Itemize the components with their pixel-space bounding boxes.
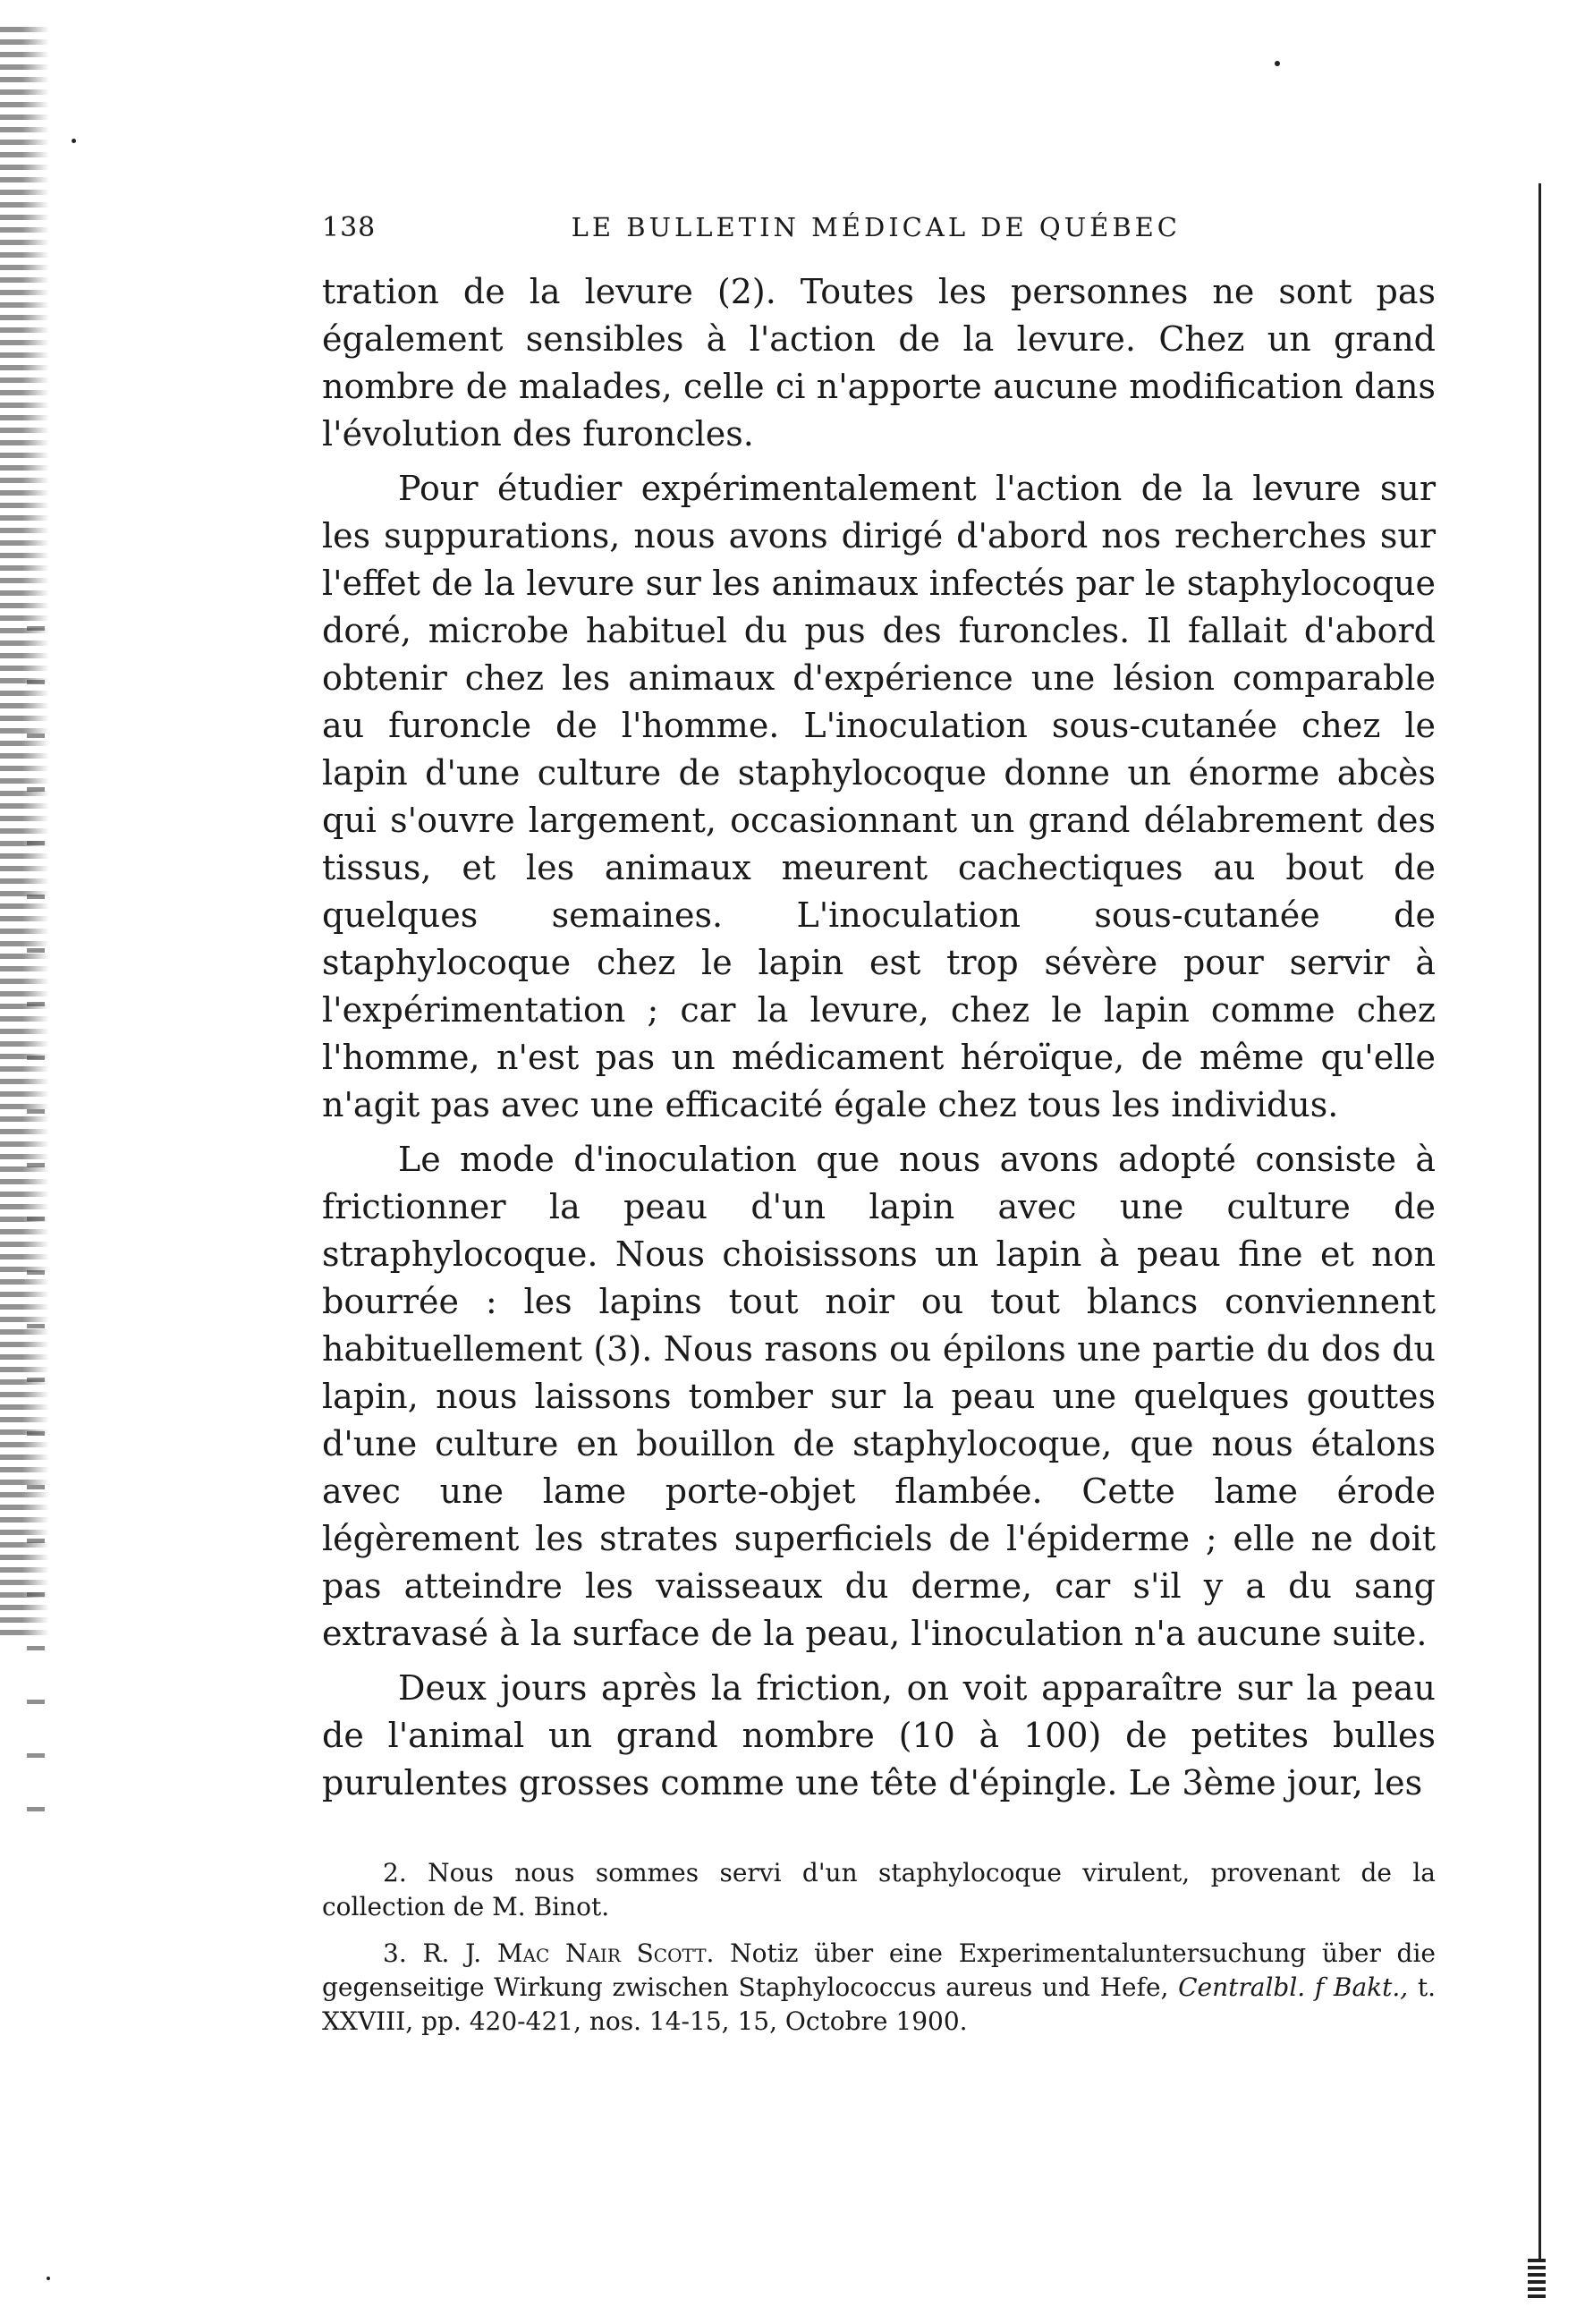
running-head-title: LE BULLETIN MÉDICAL DE QUÉBEC: [571, 212, 1181, 242]
corner-scan-mark: [1528, 2259, 1546, 2299]
paragraph: Le mode d'inoculation que nous avons adopté consiste à frictionner la peau d'un lapin avec une culture de straphylocoque. Nous choisissons un lapin à peau fine et non bourrée : les lapins tout noir ou tout blancs conviennent habituellement (3). Nous rasons ou épilons une partie du dos du lapin, nous laissons tomber sur la peau une quelques gouttes d'une culture en bouillon de staphylocoque, que nous étalons avec une lame porte-objet flambée. Cette lame érode légèrement les strates superficiels de l'épiderme ; elle ne doit pas atteindre les vaisseaux du derme, car s'il y a du sang extravasé à la surface de la peau, l'inoculation n'a aucune suite.: [322, 1140, 1436, 1653]
footnote-3-journal: Centralbl. f Bakt.,: [1168, 1972, 1409, 2002]
footnote-3-citation: t. XXVIII, pp. 420-421, nos. 14-15, 15, Octobre 1900.: [322, 1972, 1436, 2036]
paragraph: tration de la levure (2). Toutes les personnes ne sont pas également sensibles à l'action de la levure. Chez un grand nombre de malades, celle ci n'apporte aucune modification dans l'évolution des furoncles.: [322, 272, 1436, 454]
footnote-2: 2. Nous nous sommes servi d'un staphylocoque virulent, provenant de la collection de M. Binot.: [322, 1858, 1436, 1921]
margin-speckles: [27, 626, 45, 1834]
scan-speck: [47, 2277, 50, 2280]
scan-speck: [1275, 61, 1280, 66]
footnote-3-author: R. J. Mac Nair Scott.: [422, 1938, 715, 1968]
paragraph: Deux jours après la friction, on voit apparaître sur la peau de l'animal un grand nombre (10 à 100) de petites bulles purulentes grosses comme une tête d'épingle. Le 3ème jour, les: [322, 1668, 1436, 1802]
right-edge-shadow: [1538, 183, 1541, 2259]
scan-speck: [72, 139, 76, 143]
running-header: [322, 212, 1181, 248]
footnote-3: [322, 1937, 1436, 2039]
page-number: 138: [322, 212, 377, 243]
footnote-3-title: Notiz über eine Experimentaluntersuchung über die gegenseitige Wirkung zwischen Staphylococcus aureus und Hefe,: [322, 1938, 1437, 2002]
body-text: [322, 268, 1436, 1814]
footnote-3-number: 3.: [383, 1938, 423, 1968]
footnotes: [322, 1856, 1436, 2051]
paragraph: Pour étudier expérimentalement l'action de la levure sur les suppurations, nous avons dirigé d'abord nos recherches sur l'effet de la levure sur les animaux infectés par le staphylocoque doré, microbe habituel du pus des furoncles. Il fallait d'abord obtenir chez les animaux d'expérience une lésion comparable au furoncle de l'homme. L'inoculation sous-cutanée chez le lapin d'une culture de staphylocoque donne un énorme abcès qui s'ouvre largement, occasionnant un grand délabrement des tissus, et les animaux meurent cachectiques au bout de quelques semaines. L'inoculation sous-cutanée de staphylocoque chez le lapin est trop sévère pour servir à l'expérimentation ; car la levure, chez le lapin comme chez l'homme, n'est pas un médicament héroïque, de même qu'elle n'agit pas avec une efficacité égale chez tous les individus.: [322, 469, 1436, 1124]
